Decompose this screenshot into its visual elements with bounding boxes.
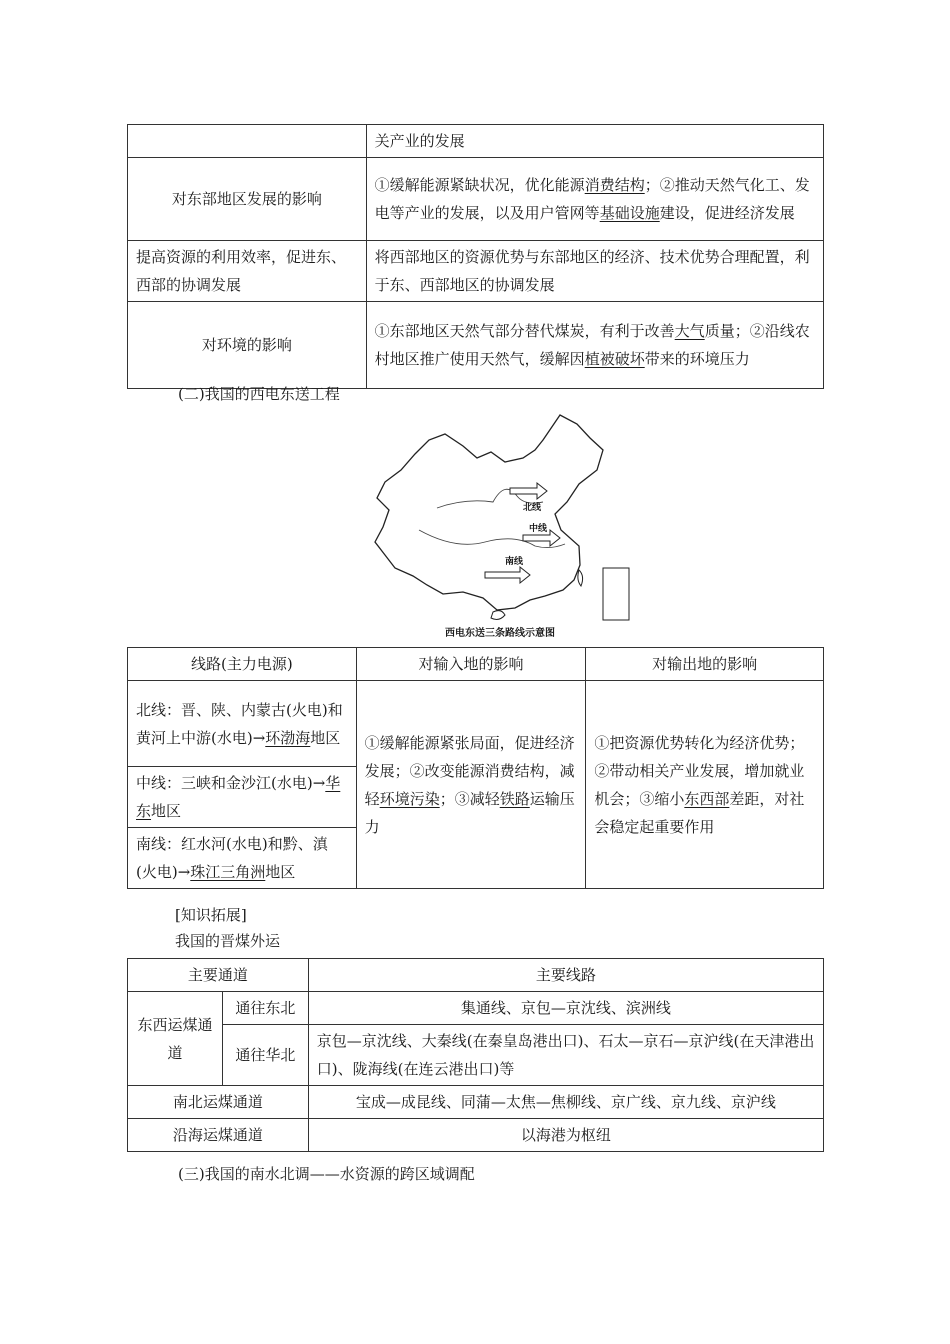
table-header: 对输出地的影响 [586,648,824,681]
table-row [128,648,824,681]
table-cell: ①缓解能源紧张局面，促进经济发展；②改变能源消费结构，减轻环境污染；③减轻铁路运输压力 [356,681,586,889]
north-line-label: 北线 [523,503,542,513]
table-header: 对输入地的影响 [356,648,586,681]
table-row [128,1086,824,1119]
table-cell: ①东部地区天然气部分替代煤炭，有利于改善大气质量；②沿线农村地区推广使用天然气，缓解因植被破坏带来的环境压力 [366,302,823,389]
table-row [128,1119,824,1152]
table-row [128,302,824,389]
impact-table [127,124,824,389]
table-header: 线路(主力电源) [128,648,357,681]
table-cell: ①缓解能源紧缺状况，优化能源消费结构；②推动天然气化工、发电等产业的发展，以及用户管网等基础设施建设，促进经济发展 [366,158,823,241]
table-cell: 沿海运煤通道 [128,1119,309,1152]
table-row [128,241,824,302]
table-row [128,125,824,158]
table-row [128,992,824,1025]
table-cell: 通往华北 [222,1025,308,1086]
coal-routes-table [127,958,824,1152]
table-cell: 通往东北 [222,992,308,1025]
extension-title: 我国的晋煤外运 [175,932,281,950]
extension-tag: [知识拓展] [175,906,247,924]
china-map [365,410,635,625]
table-cell: 中线：三峡和金沙江(水电)→华东地区 [128,767,357,828]
table-header: 主要通道 [128,959,309,992]
hainan-island [491,611,505,620]
section-heading: (三)我国的南水北调——水资源的跨区域调配 [178,1165,475,1183]
china-outline [375,415,603,610]
table-cell [128,125,367,158]
table-row [128,1025,824,1086]
table-cell: 南线：红水河(水电)和黔、滇(火电)→珠江三角洲地区 [128,828,357,889]
middle-line-label: 中线 [529,524,548,534]
table-cell: 对东部地区发展的影响 [128,158,367,241]
table-cell: 集通线、京包—京沈线、滨洲线 [308,992,823,1025]
table-cell: 以海港为枢纽 [308,1119,823,1152]
table-cell: 提高资源的利用效率，促进东、西部的协调发展 [128,241,367,302]
table-cell: 东西运煤通道 [128,992,223,1086]
power-routes-table [127,647,824,889]
table-cell: 对环境的影响 [128,302,367,389]
south-line-label: 南线 [505,557,524,567]
map-figure [365,410,635,625]
section-heading: (二)我国的西电东送工程 [178,385,340,403]
table-cell: 宝成—成昆线、同蒲—太焦—焦柳线、京广线、京九线、京沪线 [308,1086,823,1119]
south-china-sea-inset [603,568,629,620]
map-caption: 西电东送三条路线示意图 [445,628,555,639]
table-cell: 将西部地区的资源优势与东部地区的经济、技术优势合理配置，利于东、西部地区的协调发展 [366,241,823,302]
table-row [128,959,824,992]
table-row [128,681,824,767]
taiwan-island [578,570,583,586]
table-cell: 北线：晋、陕、内蒙古(火电)和黄河上中游(水电)→环渤海地区 [128,681,357,767]
table-cell: 关产业的发展 [366,125,823,158]
table-cell: ①把资源优势转化为经济优势；②带动相关产业发展，增加就业机会；③缩小东西部差距，对社会稳定起重要作用 [586,681,824,889]
table-header: 主要线路 [308,959,823,992]
table-cell: 京包—京沈线、大秦线(在秦皇岛港出口)、石太—京石—京沪线(在天津港出口)、陇海线(在连云港出口)等 [308,1025,823,1086]
table-row [128,158,824,241]
table-cell: 南北运煤通道 [128,1086,309,1119]
